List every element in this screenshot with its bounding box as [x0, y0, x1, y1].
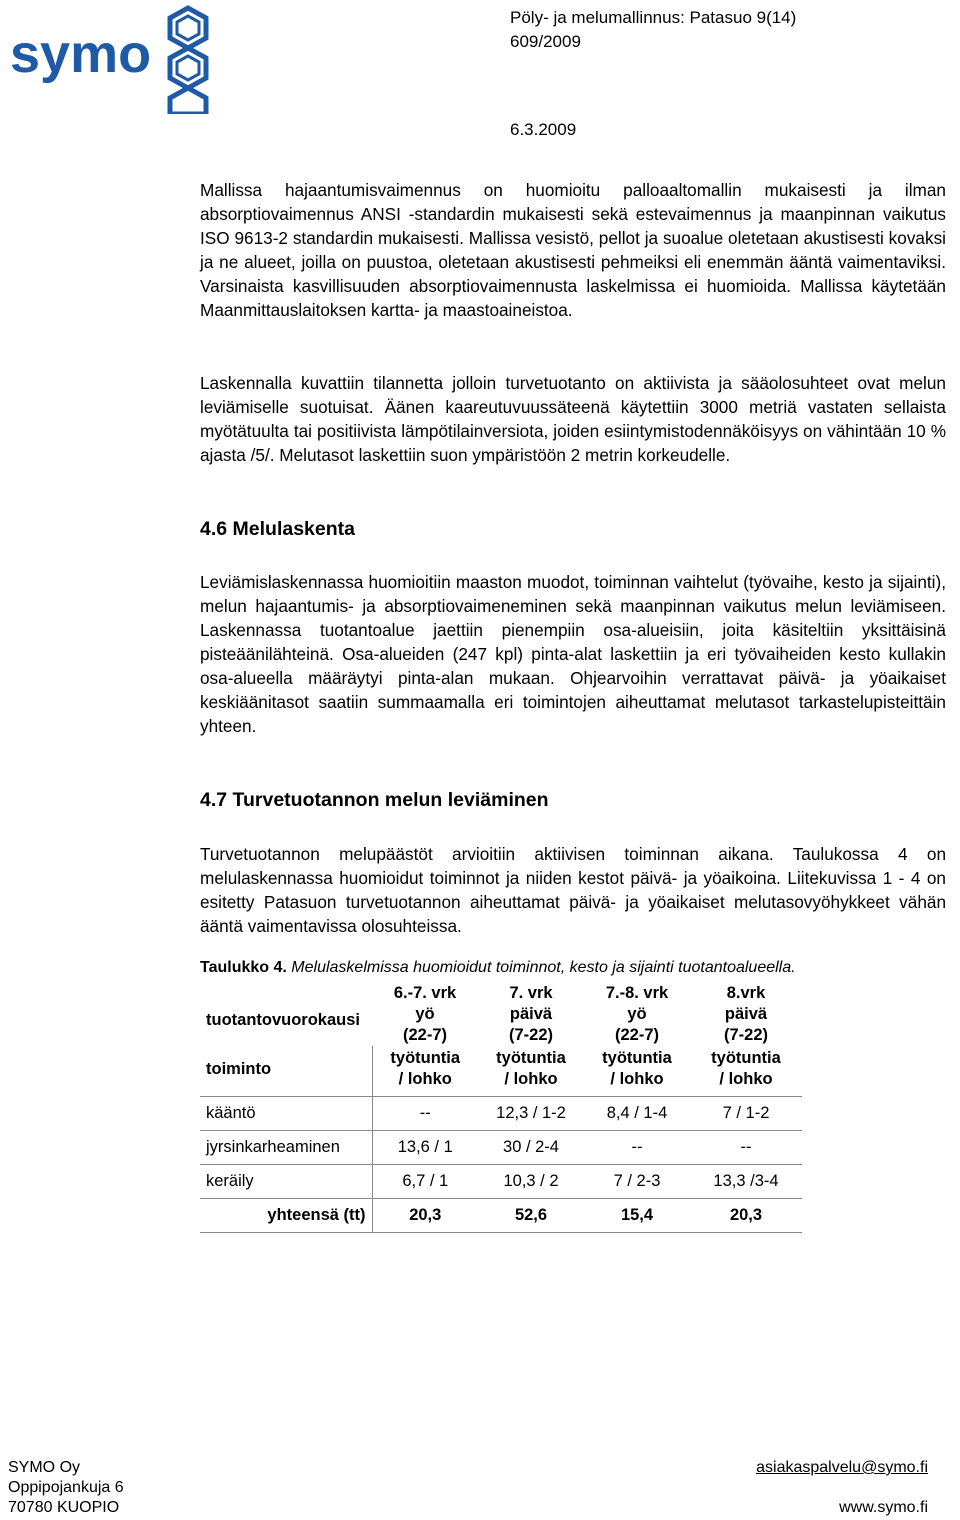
- footer-city: 70780 KUOPIO: [8, 1499, 120, 1516]
- operations-table: [200, 983, 802, 1233]
- table-header-row-units: [200, 1046, 802, 1097]
- table-header-row-days: [200, 983, 802, 1046]
- table-cell: --: [372, 1097, 478, 1131]
- doc-title: Pöly- ja melumallinnus: Patasuo 9(14): [510, 8, 797, 27]
- table-cell: 7 / 1-2: [690, 1097, 802, 1131]
- table-cell: 20,3: [372, 1199, 478, 1233]
- table-cell: 12,3 / 1-2: [478, 1097, 584, 1131]
- table-row: [200, 1131, 802, 1165]
- table-cell: 13,3 /3-4: [690, 1165, 802, 1199]
- paragraph-text: Mallissa hajaantumisvaimennus on huomioitu palloaaltomallin mukaisesti ja ilman absorptiovaimennus ANSI -standardin mukaisesti sekä estevaimennus ja maanpinnan vaikutus ISO 9613-2 standardin mukaisesti. Mallissa vesistö, pellot ja suoalue oletetaan akustisesti kovaksi ja ne alueet, joilla on puustoa, oletetaan akustisesti pehmeiksi eli enemmän ääntä vaimentaviksi. Varsinaista kasvillisuuden absorptiovaimennusta laskelmissa ei huomioida. Mallissa käytetään Maanmittauslaitoksen kartta- ja maastoaineistoa.: [200, 180, 946, 320]
- table-cell: --: [584, 1131, 690, 1165]
- table-cell: jyrsinkarheaminen: [200, 1131, 372, 1165]
- symo-logo: [8, 2, 218, 114]
- table-row: [200, 1165, 802, 1199]
- table-cell: kääntö: [200, 1097, 372, 1131]
- table-cell: 6,7 / 1: [372, 1165, 478, 1199]
- heading-4-6: 4.6 Melulaskenta: [200, 518, 355, 540]
- table-header-cell: 7.-8. vrk yö (22-7): [605, 984, 669, 1044]
- table-total-row: [200, 1199, 802, 1233]
- paragraph-text: Laskennalla kuvattiin tilannetta jolloin turvetuotanto on aktiivista ja sääolosuhteet ovat melun leviämiselle suotuisat. Äänen kaareutuvuussäteenä käytettiin 3000 metriä vastaten sellaista myötätuulta tai positiivista lämpötilainversiota, joiden esiintymistodennäköisyys on vähintään 10 % ajasta /5/. Melutasot laskettiin suon ympäristöön 2 metrin korkeudelle.: [200, 373, 946, 465]
- table-header-cell: 8.vrk päivä (7-22): [723, 984, 768, 1044]
- paragraph-text: Turvetuotannon melupäästöt arvioitiin aktiivisen toiminnan aikana. Taulukossa 4 on melulaskennassa huomioidut toiminnot ja niiden kestot päivä- ja yöaikoina. Liitekuvissa 1 - 4 on esitetty Patasuon turvetuotannon aiheuttamat päivä- ja yöaikaiset melutasovyöhykkeet vähän ääntä vaimentavissa olosuhteissa.: [200, 844, 946, 936]
- logo-wordmark: symo: [10, 24, 152, 84]
- table-cell: 13,6 / 1: [372, 1131, 478, 1165]
- table-caption-label: Taulukko 4.: [200, 959, 287, 976]
- table-cell: 20,3: [690, 1199, 802, 1233]
- table-cell: keräily: [200, 1165, 372, 1199]
- table-cell: 52,6: [478, 1199, 584, 1233]
- paragraph-peat-production-noise: [200, 842, 946, 938]
- footer-company: SYMO Oy: [8, 1459, 81, 1476]
- doc-number: 609/2009: [510, 32, 581, 51]
- table-cell: yhteensä (tt): [200, 1199, 372, 1233]
- footer-contact: [756, 1458, 928, 1518]
- table-row: [200, 1097, 802, 1131]
- table-header-cell: työtuntia / lohko: [372, 1046, 478, 1097]
- table-header-cell: työtuntia / lohko: [690, 1046, 802, 1097]
- paragraph-text: Leviämislaskennassa huomioitiin maaston muodot, toiminnan vaihtelut (työvaihe, kesto ja sijainti), melun hajaantumis- ja absorptiovaimeneminen sekä maanpinnan vaikutus melun leviämiseen. Laskennassa tuotantoalue jaettiin pienempiin osa-alueisiin, joita käsiteltiin yksittäisinä pisteäänilähteinä. Osa-alueiden (247 kpl) pinta-alat laskettiin ja eri työvaiheiden kesto kullakin osa-alueella määräytyi pinta-alan mukaan. Ohjearvoihin verrattavat päivä- ja yöaikaiset keskiäänitasot saatiin summaamalla eri toimintojen aiheuttamat melutasot tarkastelupisteittäin yhteen.: [200, 572, 946, 736]
- table-header-cell: 6.-7. vrk yö (22-7): [393, 984, 457, 1044]
- table-cell: 8,4 / 1-4: [584, 1097, 690, 1131]
- heading-4-7: 4.7 Turvetuotannon melun leviäminen: [200, 789, 549, 811]
- table-caption-text: Melulaskelmissa huomioidut toiminnot, kesto ja sijainti tuotantoalueella.: [291, 959, 796, 976]
- table-cell: 30 / 2-4: [478, 1131, 584, 1165]
- table-cell: 15,4: [584, 1199, 690, 1233]
- table-cell: 7 / 2-3: [584, 1165, 690, 1199]
- footer-address: [8, 1458, 124, 1518]
- paragraph-model-attenuation: [200, 178, 946, 322]
- footer-web-link[interactable]: www.symo.fi: [839, 1499, 928, 1516]
- table-cell: --: [690, 1131, 802, 1165]
- table-header-cell: työtuntia / lohko: [478, 1046, 584, 1097]
- table-header-cell: 7. vrk päivä (7-22): [508, 984, 553, 1044]
- footer-street: Oppipojankuja 6: [8, 1479, 124, 1496]
- table-header-cell: työtuntia / lohko: [584, 1046, 690, 1097]
- table-header-label: toiminto: [200, 1046, 372, 1097]
- paragraph-noise-calculation: [200, 570, 946, 738]
- doc-date: 6.3.2009: [510, 120, 577, 139]
- table-cell: 10,3 / 2: [478, 1165, 584, 1199]
- table-caption: [200, 959, 796, 977]
- footer-email-link[interactable]: asiakaspalvelu@symo.fi: [756, 1459, 928, 1476]
- table-header-label: tuotantovuorokausi: [206, 1011, 361, 1029]
- paragraph-calculation-conditions: [200, 371, 946, 467]
